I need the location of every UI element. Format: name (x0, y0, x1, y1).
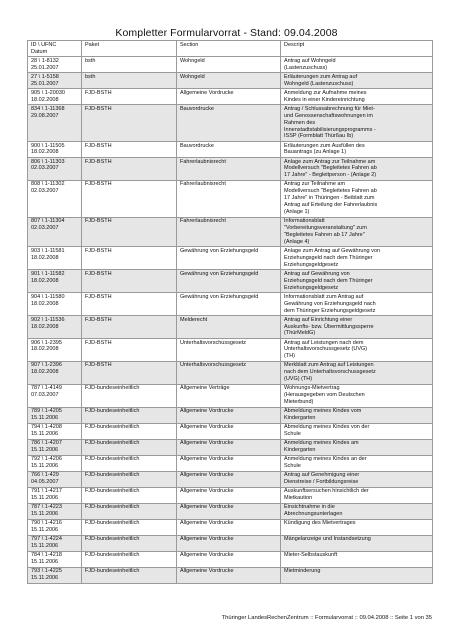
cell-paket: FJD-bundeseinheitlich (82, 519, 177, 535)
cell-descript: Mietminderung (281, 567, 433, 583)
cell-id-date: 901 \ 1-11582 18.02.2008 (28, 270, 82, 293)
cell-id-date: 902 \ 1-11536 18.02.2008 (28, 316, 82, 339)
cell-descript: Kündigung des Mietvertrages (281, 519, 433, 535)
form-inventory-table (27, 40, 433, 584)
cell-section: Allgemeine Vordrucke (177, 567, 281, 583)
table-row (28, 471, 433, 487)
cell-id-date: 900 \ 1-11505 18.02.2008 (28, 141, 82, 157)
cell-id-date: 808 \ 1-11302 02.03.2007 (28, 180, 82, 217)
cell-descript: Antrag zur Teilnahme am Modellversuch "Begleitetes Fahren ab 17 Jahre" in Thüringen - Beiblatt zum Antrag auf Erteilung der Fahrerlaubnis (Anlage 1) (281, 180, 433, 217)
cell-section: Allgemeine Vordrucke (177, 519, 281, 535)
table-row (28, 407, 433, 423)
header-id-date: ID \ UFNC Datum (28, 41, 82, 57)
cell-id-date: 790 \ 1-4216 15.11.2006 (28, 519, 82, 535)
cell-section: Allgemeine Vordrucke (177, 551, 281, 567)
cell-section: Allgemeine Vordrucke (177, 503, 281, 519)
cell-id-date: 787 \ 1-4149 07.03.2007 (28, 384, 82, 407)
cell-paket: bsth (82, 73, 177, 89)
cell-paket: FJD-bundeseinheitlich (82, 535, 177, 551)
table-row (28, 316, 433, 339)
cell-paket: FJD-bundeseinheitlich (82, 423, 177, 439)
cell-paket: bsth (82, 57, 177, 73)
cell-section: Allgemeine Vordrucke (177, 471, 281, 487)
cell-section: Allgemeine Vordrucke (177, 439, 281, 455)
table-row (28, 217, 433, 247)
table-header-row (28, 41, 433, 57)
cell-id-date: 793 \ 1-4225 15.11.2006 (28, 567, 82, 583)
cell-descript: Anlage zum Antrag auf Gewährung von Erziehungsgeld nach dem Thüringer Erziehungsgeldgesetz (281, 247, 433, 270)
cell-descript: Wohnungs-Mietvertrag (Herausgegeben vom Deutschen Mieterbund) (281, 384, 433, 407)
table-row (28, 503, 433, 519)
cell-descript: Antrag auf Leistungen nach dem Unterhaltsvorschussgesetz (UVG) (TH) (281, 338, 433, 361)
cell-descript: Auskunftsersuchen hinsichtlich der Mietkaution (281, 487, 433, 503)
table-row (28, 247, 433, 270)
cell-paket: FJD-bundeseinheitlich (82, 439, 177, 455)
cell-id-date: 28 \ 1-8132 25.01.2007 (28, 57, 82, 73)
table-row (28, 455, 433, 471)
table-row (28, 423, 433, 439)
cell-descript: Anmeldung meines Kindes an der Schule (281, 455, 433, 471)
cell-paket: FJD-bundeseinheitlich (82, 567, 177, 583)
cell-section: Allgemeine Verträge (177, 384, 281, 407)
cell-id-date: 904 \ 1-11580 18.02.2008 (28, 293, 82, 316)
cell-section: Allgemeine Vordrucke (177, 423, 281, 439)
cell-descript: Informationsblatt "Vorbereitungsveranstaltung" zum "Begleitetes Fahren ab 17 Jahre" (Anlage 4) (281, 217, 433, 247)
cell-descript: Mängelanzeige und Instandsetzung (281, 535, 433, 551)
cell-paket: FJD-BSTH (82, 338, 177, 361)
header-paket: Paket (82, 41, 177, 57)
cell-section: Gewährung von Erziehungsgeld (177, 293, 281, 316)
table-row (28, 519, 433, 535)
table-row (28, 57, 433, 73)
cell-id-date: 791 \ 1-4217 15.11.2006 (28, 487, 82, 503)
cell-paket: FJD-bundeseinheitlich (82, 551, 177, 567)
cell-id-date: 807 \ 1-11304 02.03.2007 (28, 217, 82, 247)
cell-descript: Abmeldung meines Kindes vom Kindergarten (281, 407, 433, 423)
cell-descript: Anmeldung meines Kindes am Kindergarten (281, 439, 433, 455)
cell-paket: FJD-BSTH (82, 105, 177, 142)
table-row (28, 89, 433, 105)
cell-section: Gewährung von Erziehungsgeld (177, 247, 281, 270)
cell-id-date: 906 \ 1-2395 18.02.2008 (28, 338, 82, 361)
cell-paket: FJD-bundeseinheitlich (82, 407, 177, 423)
table-row (28, 73, 433, 89)
cell-section: Fahrerlaubnisrecht (177, 180, 281, 217)
table-row (28, 293, 433, 316)
cell-descript: Einsichtnahme in die Abrechnungsunterlagen (281, 503, 433, 519)
cell-paket: FJD-bundeseinheitlich (82, 455, 177, 471)
table-row (28, 141, 433, 157)
table-row (28, 157, 433, 180)
cell-paket: FJD-BSTH (82, 270, 177, 293)
cell-id-date: 905 \ 1-20030 18.02.2008 (28, 89, 82, 105)
cell-paket: FJD-BSTH (82, 293, 177, 316)
cell-id-date: 784 \ 1-4218 15.11.2006 (28, 551, 82, 567)
header-section: Section (177, 41, 281, 57)
cell-section: Allgemeine Vordrucke (177, 407, 281, 423)
table-row (28, 270, 433, 293)
cell-id-date: 834 \ 1-11368 29.08.2007 (28, 105, 82, 142)
cell-id-date: 792 \ 1-4206 15.11.2006 (28, 455, 82, 471)
cell-section: Bauvordrucke (177, 141, 281, 157)
cell-descript: Merkblatt zum Antrag auf Leistungen nach dem Unterhaltsvorschussgesetz (UVG) (TH) (281, 361, 433, 384)
table-row (28, 361, 433, 384)
cell-paket: FJD-BSTH (82, 141, 177, 157)
table-row (28, 535, 433, 551)
cell-id-date: 907 \ 1-2396 18.02.2008 (28, 361, 82, 384)
cell-section: Fahrerlaubnisrecht (177, 217, 281, 247)
cell-descript: Antrag auf Gewährung von Erziehungsgeld nach dem Thüringer Erziehungsgeldgesetz (281, 270, 433, 293)
table-row (28, 384, 433, 407)
table-row (28, 487, 433, 503)
cell-descript: Antrag auf Wohngeld (Lastenzuschuss) (281, 57, 433, 73)
cell-paket: FJD-bundeseinheitlich (82, 487, 177, 503)
table-row (28, 439, 433, 455)
cell-paket: FJD-bundeseinheitlich (82, 384, 177, 407)
cell-id-date: 903 \ 1-11581 18.02.2008 (28, 247, 82, 270)
cell-section: Fahrerlaubnisrecht (177, 157, 281, 180)
cell-id-date: 797 \ 1-4224 15.11.2006 (28, 535, 82, 551)
cell-section: Allgemeine Vordrucke (177, 89, 281, 105)
cell-paket: FJD-BSTH (82, 180, 177, 217)
cell-section: Allgemeine Vordrucke (177, 535, 281, 551)
cell-section: Allgemeine Vordrucke (177, 455, 281, 471)
table-row (28, 180, 433, 217)
cell-descript: Anlage zum Antrag zur Teilnahme am Modellversuch "Begleitetes Fahren ab 17 Jahre" - Begleitperson - (Anlage 2) (281, 157, 433, 180)
cell-section: Unterhaltsvorschussgesetz (177, 338, 281, 361)
cell-id-date: 794 \ 1-4208 15.11.2006 (28, 423, 82, 439)
cell-paket: FJD-BSTH (82, 247, 177, 270)
header-descript: Descript (281, 41, 433, 57)
cell-id-date: 27 \ 1-5158 25.01.2007 (28, 73, 82, 89)
cell-section: Bauvordrucke (177, 105, 281, 142)
table-row (28, 105, 433, 142)
document-title: Kompletter Formularvorrat - Stand: 09.04.2008 (115, 27, 338, 39)
cell-section: Allgemeine Vordrucke (177, 487, 281, 503)
cell-descript: Antrag auf Genehmigung einer Dienstreise / Fortbildungsreise (281, 471, 433, 487)
cell-descript: Abmeldung meines Kindes von der Schule (281, 423, 433, 439)
cell-descript: Informationsblatt zum Antrag auf Gewährung von Erziehungsgeld nach dem Thüringer Erziehungsgeldgesetz (281, 293, 433, 316)
cell-paket: FJD-BSTH (82, 361, 177, 384)
page-footer: Thüringer LandesRechenZentrum :: Formularvorrat :: 09.04.2008 :: Seite 1 von 35 (221, 615, 432, 621)
cell-id-date: 789 \ 1-4205 15.11.2006 (28, 407, 82, 423)
cell-descript: Mieter-Selbstauskunft (281, 551, 433, 567)
cell-paket: FJD-bundeseinheitlich (82, 503, 177, 519)
cell-section: Wohngeld (177, 73, 281, 89)
cell-id-date: 787 \ 1-4223 15.11.2006 (28, 503, 82, 519)
cell-section: Wohngeld (177, 57, 281, 73)
cell-descript: Erläuterungen zum Antrag auf Wohngeld (Lastenzuschuss) (281, 73, 433, 89)
cell-paket: FJD-BSTH (82, 217, 177, 247)
cell-section: Melderecht (177, 316, 281, 339)
cell-id-date: 766 \ 1-429 04.05.2007 (28, 471, 82, 487)
table-row (28, 567, 433, 583)
table-row (28, 338, 433, 361)
cell-paket: FJD-BSTH (82, 89, 177, 105)
cell-paket: FJD-BSTH (82, 157, 177, 180)
cell-descript: Antrag / Schlussabrechnung für Miet- und Genossenschaftswohnungen im Rahmen des Innenstadtstabilisierungsprogramms - ISSP (Formblatt Thürßau Ib) (281, 105, 433, 142)
cell-descript: Antrag auf Einrichtung einer Auskunfts- bzw. Übermittlungssperre (ThürMeldG) (281, 316, 433, 339)
cell-id-date: 806 \ 1-11303 02.03.2007 (28, 157, 82, 180)
table-body (28, 57, 433, 584)
cell-descript: Erläuterungen zum Ausfüllen des Bauantrags (zu Anlage 1) (281, 141, 433, 157)
cell-section: Unterhaltsvorschussgesetz (177, 361, 281, 384)
table-row (28, 551, 433, 567)
cell-paket: FJD-bundeseinheitlich (82, 471, 177, 487)
cell-paket: FJD-BSTH (82, 316, 177, 339)
cell-id-date: 786 \ 1-4207 15.11.2006 (28, 439, 82, 455)
cell-descript: Anmeldung zur Aufnahme meines Kindes in einer Kindereinrichtung (281, 89, 433, 105)
cell-section: Gewährung von Erziehungsgeld (177, 270, 281, 293)
